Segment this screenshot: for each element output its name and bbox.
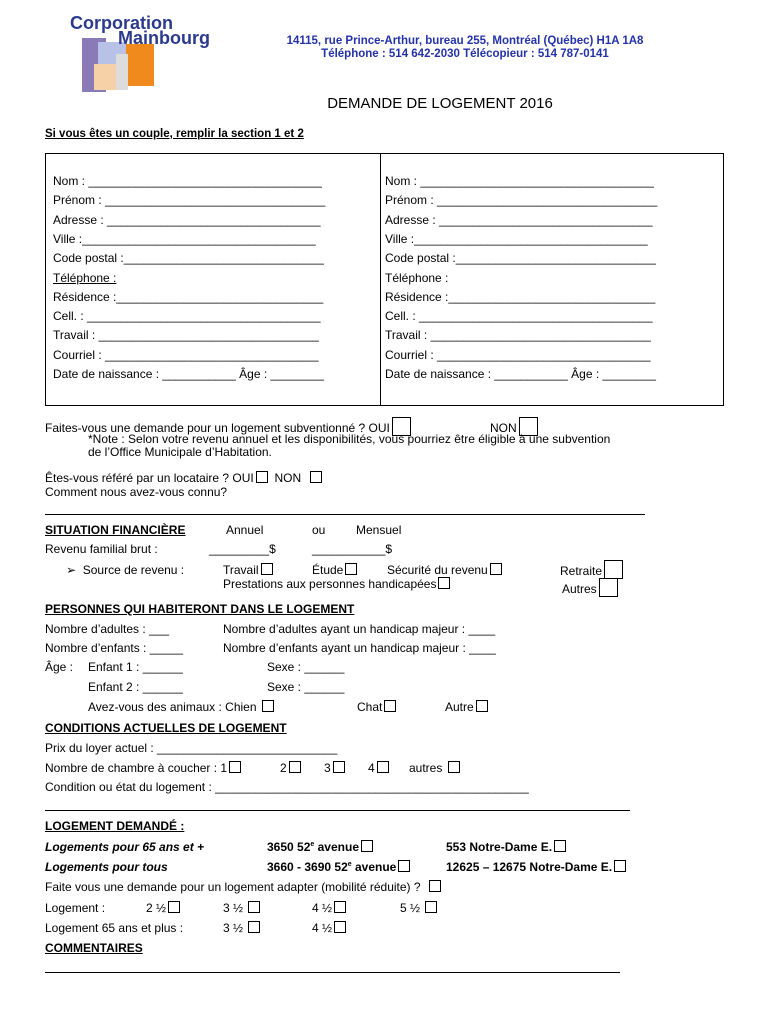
source-etude: Étude bbox=[312, 563, 357, 577]
couple-note: Si vous êtes un couple, remplir la section 1 et 2 bbox=[45, 128, 304, 140]
section2-field-10[interactable]: Date de naissance : ___________ Âge : ________ bbox=[385, 367, 656, 381]
row1-b-checkbox[interactable] bbox=[554, 840, 566, 852]
logement-3half-checkbox[interactable] bbox=[248, 901, 260, 913]
comments-line[interactable] bbox=[45, 972, 620, 973]
age-label: Âge : bbox=[45, 660, 74, 674]
referral-non-label: NON bbox=[274, 471, 302, 485]
logement-5half: 5 ½ bbox=[400, 901, 437, 915]
chambre-4-checkbox[interactable] bbox=[377, 761, 389, 773]
section2-field-7[interactable]: Cell. : ___________________________________ bbox=[385, 309, 653, 324]
loyer-field[interactable]: Prix du loyer actuel : ___________________________ bbox=[45, 741, 338, 755]
source-retraite: Retraite bbox=[560, 560, 623, 579]
section1-field-2[interactable]: Adresse : ________________________________ bbox=[53, 212, 321, 227]
condition-field[interactable]: Condition ou état du logement : _______________________________________________ bbox=[45, 780, 529, 794]
sexe1-field[interactable]: Sexe : ______ bbox=[267, 660, 345, 674]
revenu-mensuel-field[interactable]: ___________$ bbox=[312, 542, 393, 556]
logement-2half-checkbox[interactable] bbox=[168, 901, 180, 913]
row2-b-checkbox[interactable] bbox=[614, 860, 626, 872]
chambre-autres-option: autres bbox=[409, 761, 460, 775]
logement-5half-checkbox[interactable] bbox=[425, 901, 437, 913]
autres-revenu-checkbox[interactable] bbox=[599, 578, 618, 597]
section2-field-0[interactable]: Nom : ___________________________________ bbox=[385, 174, 654, 188]
chien-checkbox[interactable] bbox=[262, 700, 274, 712]
referral-non-checkbox[interactable] bbox=[310, 471, 322, 483]
autre-animal-checkbox[interactable] bbox=[476, 700, 488, 712]
logement65-4half: 4 ½ bbox=[312, 921, 346, 935]
row1-label: Logements pour 65 ans et + bbox=[45, 840, 205, 854]
section2-field-1[interactable]: Prénom : _________________________________ bbox=[385, 193, 658, 208]
adultes-field[interactable]: Nombre d’adultes : ___ bbox=[45, 622, 170, 636]
row2-a: 3660 - 3690 52e avenue bbox=[267, 860, 410, 874]
chambre-2-checkbox[interactable] bbox=[289, 761, 301, 773]
occupants-heading: PERSONNES QUI HABITERONT DANS LE LOGEMENT bbox=[45, 602, 355, 616]
logement65-3half-checkbox[interactable] bbox=[248, 921, 260, 933]
finance-mensuel: Mensuel bbox=[356, 523, 402, 537]
finance-heading: SITUATION FINANCIÈRE bbox=[45, 523, 186, 537]
sexe2-field[interactable]: Sexe : ______ bbox=[267, 680, 345, 694]
revenu-annuel-field[interactable]: _________$ bbox=[209, 542, 276, 556]
logo-line2: Mainbourg bbox=[118, 28, 210, 48]
source-autres: Autres bbox=[562, 578, 618, 597]
subsidized-note2: de l’Office Municipale d’Habitation. bbox=[88, 445, 272, 459]
row2-b: 12625 – 12675 Notre-Dame E. bbox=[446, 860, 626, 874]
logement-4half: 4 ½ bbox=[312, 901, 346, 915]
bullet-arrow-icon: ➢ bbox=[66, 563, 77, 577]
requested-heading: LOGEMENT DEMANDÉ : bbox=[45, 819, 185, 833]
referral-question: Êtes-vous référé par un locataire ? OUI bbox=[45, 471, 254, 485]
enfant2-field[interactable]: Enfant 2 : ______ bbox=[88, 680, 183, 694]
section1-field-0[interactable]: Nom : ___________________________________ bbox=[53, 174, 322, 188]
page-title: DEMANDE DE LOGEMENT 2016 bbox=[327, 95, 553, 112]
etude-checkbox[interactable] bbox=[345, 563, 357, 575]
section2-field-3[interactable]: Ville :___________________________________ bbox=[385, 231, 648, 246]
logement-2half: 2 ½ bbox=[146, 901, 180, 915]
autre-option: Autre bbox=[445, 700, 488, 714]
source-prestations: Prestations aux personnes handicapées bbox=[223, 577, 450, 591]
source-label: Source de revenu : bbox=[82, 563, 185, 577]
current-heading: CONDITIONS ACTUELLES DE LOGEMENT bbox=[45, 721, 287, 735]
chat-option: Chat bbox=[357, 700, 396, 714]
subsidized-note1: *Note : Selon votre revenu annuel et les disponibilités, vous pourriez être éligible à une subvention bbox=[88, 432, 611, 446]
section1-field-3[interactable]: Ville :___________________________________ bbox=[53, 231, 316, 246]
section1-field-10[interactable]: Date de naissance : ___________ Âge : ________ bbox=[53, 367, 324, 381]
animaux-row: Avez-vous des animaux : Chien bbox=[88, 700, 274, 714]
referral-row bbox=[45, 471, 322, 485]
row1-a-checkbox[interactable] bbox=[361, 840, 373, 852]
retraite-checkbox[interactable] bbox=[604, 560, 623, 579]
section1-field-9[interactable]: Courriel : ________________________________ bbox=[53, 347, 319, 362]
finance-annuel: Annuel bbox=[226, 523, 264, 537]
subsidized-question: Faites-vous une demande pour un logement subventionné ? OUI bbox=[45, 421, 390, 435]
org-phones: Téléphone : 514 642-2030 Télécopieur : 514 787-0141 bbox=[321, 48, 609, 60]
section2-field-5[interactable]: Téléphone : bbox=[385, 270, 449, 285]
subsidized-non-label: NON bbox=[490, 421, 517, 435]
adultes-handicap-field[interactable]: Nombre d’adultes ayant un handicap majeur : ____ bbox=[223, 622, 496, 636]
logement65-3half: 3 ½ bbox=[223, 921, 260, 935]
source-securite: Sécurité du revenu bbox=[387, 563, 502, 577]
logement65-4half-checkbox[interactable] bbox=[334, 921, 346, 933]
condition-line-2[interactable] bbox=[45, 810, 630, 811]
adapted-checkbox[interactable] bbox=[429, 880, 441, 892]
travail-checkbox[interactable] bbox=[261, 563, 273, 575]
logement65-label: Logement 65 ans et plus : bbox=[45, 921, 184, 935]
chambre-3-checkbox[interactable] bbox=[333, 761, 345, 773]
revenu-label: Revenu familial brut : bbox=[45, 542, 158, 556]
enfants-field[interactable]: Nombre d’enfants : _____ bbox=[45, 641, 184, 655]
enfants-handicap-field[interactable]: Nombre d’enfants ayant un handicap majeur : ____ bbox=[223, 641, 496, 655]
row2-label: Logements pour tous bbox=[45, 860, 168, 874]
row1-b: 553 Notre-Dame E. bbox=[446, 840, 566, 854]
chat-checkbox[interactable] bbox=[384, 700, 396, 712]
enfant1-field[interactable]: Enfant 1 : ______ bbox=[88, 660, 183, 674]
prestations-checkbox[interactable] bbox=[438, 577, 450, 589]
org-address: 14115, rue Prince-Arthur, bureau 255, Montréal (Québec) H1A 1A8 bbox=[286, 35, 644, 47]
chambre-1-checkbox[interactable] bbox=[229, 761, 241, 773]
adapted-row: Faite vous une demande pour un logement adapter (mobilité réduite) ? bbox=[45, 880, 441, 894]
logement-4half-checkbox[interactable] bbox=[334, 901, 346, 913]
chambre-4-option: 4 bbox=[368, 761, 389, 775]
section2-field-9[interactable]: Courriel : ________________________________ bbox=[385, 347, 651, 362]
logo-line1: Corporation bbox=[70, 13, 173, 33]
referral-answer-line[interactable] bbox=[45, 514, 645, 515]
securite-checkbox[interactable] bbox=[490, 563, 502, 575]
section1-field-4[interactable]: Code postal :______________________________ bbox=[53, 251, 324, 266]
comments-heading: COMMENTAIRES bbox=[45, 941, 143, 955]
row2-a-checkbox[interactable] bbox=[398, 860, 410, 872]
row1-a: 3650 52e avenue bbox=[267, 840, 373, 854]
section1-field-7[interactable]: Cell. : ___________________________________ bbox=[53, 309, 321, 324]
section1-field-8[interactable]: Travail : _________________________________ bbox=[53, 328, 319, 343]
section2-field-2[interactable]: Adresse : ________________________________ bbox=[385, 212, 653, 227]
section2-field-6[interactable]: Résidence :_______________________________ bbox=[385, 289, 656, 304]
section1-field-1[interactable]: Prénom : _________________________________ bbox=[53, 193, 326, 208]
applicant-divider bbox=[380, 153, 381, 406]
logo-shape-gray bbox=[116, 54, 128, 90]
chambre-2-option: 2 bbox=[280, 761, 301, 775]
chambres-row: Nombre de chambre à coucher : 1 bbox=[45, 761, 241, 775]
section1-field-5[interactable]: Téléphone : bbox=[53, 270, 117, 285]
logement-3half: 3 ½ bbox=[223, 901, 260, 915]
finance-ou: ou bbox=[312, 523, 326, 537]
section1-field-6[interactable]: Résidence :_______________________________ bbox=[53, 289, 324, 304]
referral-how: Comment nous avez-vous connu? bbox=[45, 485, 228, 499]
source-row bbox=[66, 563, 184, 577]
logement-label: Logement : bbox=[45, 901, 106, 915]
referral-oui-checkbox[interactable] bbox=[256, 471, 268, 483]
section2-field-8[interactable]: Travail : _________________________________ bbox=[385, 328, 651, 343]
chambre-autres-checkbox[interactable] bbox=[448, 761, 460, 773]
source-travail: Travail bbox=[223, 563, 273, 577]
section2-field-4[interactable]: Code postal :______________________________ bbox=[385, 251, 656, 266]
chambre-3-option: 3 bbox=[324, 761, 345, 775]
